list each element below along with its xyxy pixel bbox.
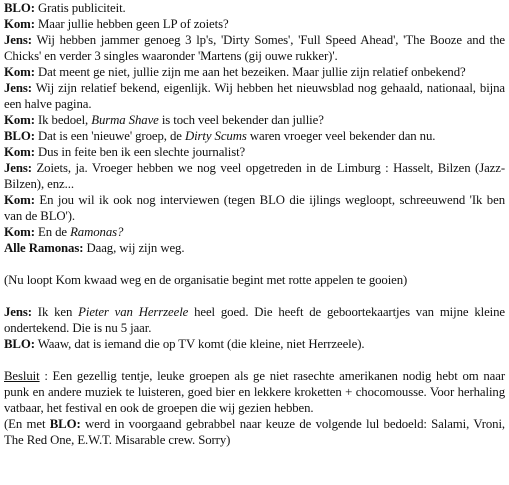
note-text: werd in voorgaand gebrabbel naar keuze de volgende lul bedoeld: Salami, Vroni, The Red One, E.W.T. Misarable crew. Sorry) xyxy=(4,417,506,447)
speaker-name: Jens: xyxy=(4,161,32,175)
spacer xyxy=(4,256,505,272)
line-text: waren vroeger veel bekender dan nu. xyxy=(246,129,436,143)
italic-title: Ramonas? xyxy=(70,225,124,239)
italic-title: Pieter van Herrzeele xyxy=(78,305,189,319)
conclusion-text: : Een gezellig tentje, leuke groepen als ge niet rasechte amerikanen nodig hebt om naar punk en andere muziek te luisteren, goed bier en lekkere kroketten + chocomousse. Voor herhaling vatbaar, het festival en ook de groepen die wij gezien hebben. xyxy=(4,369,505,415)
dialogue-line xyxy=(4,144,505,160)
speaker-name: BLO: xyxy=(4,1,35,15)
dialogue-line xyxy=(4,16,505,32)
dialogue-line xyxy=(4,160,505,192)
dialogue-line xyxy=(4,336,505,352)
speaker-name: Jens: xyxy=(4,305,32,319)
spacer xyxy=(4,288,505,304)
line-text: Dus in feite ben ik een slechte journalist? xyxy=(34,145,246,159)
line-text: Daag, wij zijn weg. xyxy=(83,241,185,255)
conclusion-note xyxy=(4,416,505,448)
line-text: En jou wil ik ook nog interviewen (tegen BLO die ijlings wegloopt, schreeuwend 'Ik ben van de BLO'). xyxy=(4,193,505,223)
speaker-name: Kom: xyxy=(4,145,35,159)
dialogue-line xyxy=(4,0,505,16)
conclusion-paragraph xyxy=(4,368,505,416)
dialogue-line xyxy=(4,304,505,336)
line-text: Dat meent ge niet, jullie zijn me aan het bezeiken. Maar jullie zijn relatief onbekend? xyxy=(34,65,466,79)
dialogue-block-2 xyxy=(4,304,505,352)
line-text: Wij zijn relatief bekend, eigenlijk. Wij hebben het nieuwsblad nog gehaald, nationaal, bijna een halve pagina. xyxy=(4,81,505,111)
line-text: is toch veel bekender dan jullie? xyxy=(158,113,324,127)
line-text: Gratis publiciteit. xyxy=(34,1,126,15)
note-prefix: (En met xyxy=(4,417,50,431)
stage-note: (Nu loopt Kom kwaad weg en de organisatie begint met rotte appelen te gooien) xyxy=(4,273,408,287)
speaker-name: Alle Ramonas: xyxy=(4,241,84,255)
speaker-name: Jens: xyxy=(4,81,32,95)
line-text: Ik bedoel, xyxy=(34,113,92,127)
speaker-name: BLO: xyxy=(4,129,35,143)
line-text: Dat is een 'nieuwe' groep, de xyxy=(34,129,185,143)
line-text: Maar jullie hebben geen LP of zoiets? xyxy=(34,17,229,31)
speaker-name: Jens: xyxy=(4,33,32,47)
line-text: En de xyxy=(34,225,71,239)
spacer xyxy=(4,352,505,368)
speaker-name: BLO: xyxy=(4,337,35,351)
speaker-name: Kom: xyxy=(4,65,35,79)
dialogue-line xyxy=(4,64,505,80)
dialogue-line xyxy=(4,224,505,240)
speaker-name: Kom: xyxy=(4,193,35,207)
line-text: heel goed. Die heeft de geboortekaartjes van mijne kleine ondertekend. Die is nu 5 jaar. xyxy=(4,305,505,335)
note-speaker: BLO: xyxy=(49,417,81,431)
dialogue-line xyxy=(4,128,505,144)
speaker-name: Kom: xyxy=(4,113,35,127)
line-text: Ik ken xyxy=(31,305,79,319)
italic-title: Dirty Scums xyxy=(184,129,247,143)
line-text: Waaw, dat is iemand die op TV komt (die kleine, niet Herrzeele). xyxy=(34,337,365,351)
dialogue-line xyxy=(4,112,505,128)
speaker-name: Kom: xyxy=(4,17,35,31)
dialogue-line xyxy=(4,80,505,112)
dialogue-line xyxy=(4,32,505,64)
dialogue-block xyxy=(4,0,505,256)
dialogue-line xyxy=(4,240,505,256)
dialogue-line xyxy=(4,192,505,224)
conclusion-label: Besluit xyxy=(4,369,40,383)
speaker-name: Kom: xyxy=(4,225,35,239)
line-text: Zoiets, ja. Vroeger hebben we nog veel opgetreden in de Limburg : Hasselt, Bilzen (Jazz-Bilzen), enz... xyxy=(4,161,505,191)
italic-title: Burma Shave xyxy=(91,113,159,127)
line-text: Wij hebben jammer genoeg 3 lp's, 'Dirty Somes', 'Full Speed Ahead', 'The Booze and the Chicks' en verder 3 singles waaronder 'Martens (gij ouwe rukker)'. xyxy=(4,33,505,63)
